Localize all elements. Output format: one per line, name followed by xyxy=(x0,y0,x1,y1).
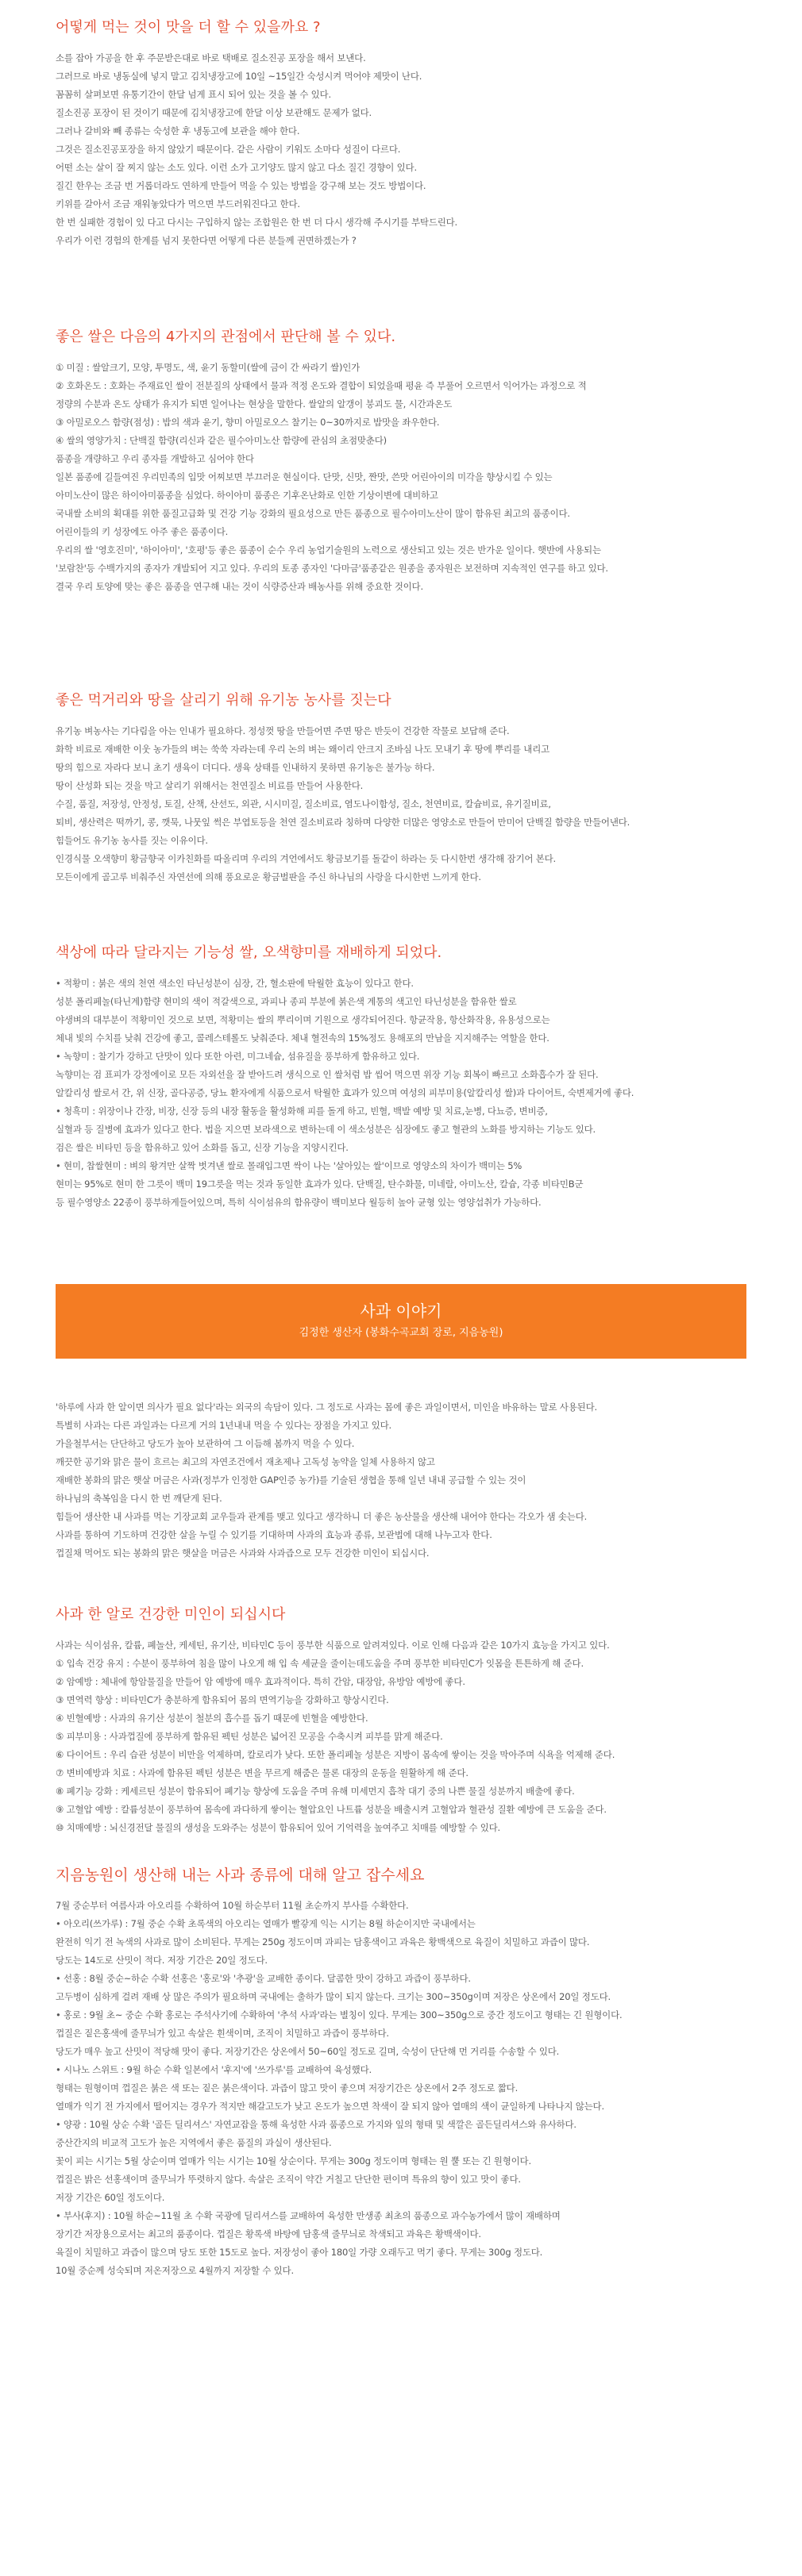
text-line: • 시나노 스위트 : 9월 하순 수확 일본에서 '후지'에 '쓰가루'를 교배하여 육성했다. xyxy=(56,2064,372,2075)
text-line: 껍질채 먹어도 되는 봉화의 맑은 햇살을 머금은 사과와 사과즙으로 모두 건강한 미인이 되십시다. xyxy=(56,1548,430,1559)
text-line: 깨끗한 공기와 맑은 물이 흐르는 최고의 자연조건에서 재초제나 고독성 농약을 일체 사용하지 않고 xyxy=(56,1456,435,1467)
section-organic-farming xyxy=(56,690,746,886)
text-line: 완전히 익기 전 녹색의 사과로 많이 소비된다. 무게는 250g 정도이며 과피는 담홍색이고 과육은 황백색으로 육질이 치밀하고 과즙이 많다. xyxy=(56,1936,590,1947)
text-line: 모든이에게 골고루 비춰주신 자연선에 의해 풍요로운 황금벌판을 주신 하나님의 사랑을 다시한번 느끼게 한다. xyxy=(56,871,481,882)
text-line: 형태는 원형이며 껍질은 붉은 색 또는 짙은 붉은색이다. 과즙이 많고 맛이 좋으며 저장기간은 상온에서 2주 정도로 짧다. xyxy=(56,2082,519,2093)
text-line: ⑥ 다이어트 : 우리 습관 성분이 비만을 억제하며, 칼로리가 낮다. 또한 폴리페놀 성분은 지방이 몸속에 쌓이는 것을 막아주며 식욕을 억제해 준다. xyxy=(56,1749,615,1760)
text-line: 야생벼의 대부분이 적황미인 것으로 보면, 적황미는 쌀의 뿌리이며 기원으로 생각되어진다. 항균작용, 항산화작용, 유용성으로는 xyxy=(56,1014,550,1025)
text-line: 땅이 산성화 되는 것을 막고 살리기 위해서는 천연질소 비료를 만들어 사용한다. xyxy=(56,780,364,791)
text-line: '보람찬'등 수백가지의 종자가 개발되어 지고 있다. 우리의 토종 종자인 '다마금'품종같은 원종을 종자원은 보전하며 지속적인 연구를 하고 있다. xyxy=(56,563,608,574)
text-line: 성분 폴리페놀(타닌계)함량 현미의 색이 적갈색으로, 과피나 종피 부분에 붉은색 계통의 색고인 타닌성분을 함유한 쌀로 xyxy=(56,996,517,1007)
text-line: 키위를 갈아서 조금 재워놓았다가 먹으면 부드러워진다고 한다. xyxy=(56,198,300,210)
text-line: 질긴 한우는 조금 번 거롭더라도 연하게 만들어 먹을 수 있는 방법을 강구해 보는 것도 방법이다. xyxy=(56,180,426,191)
section-body xyxy=(56,975,746,1212)
text-line: • 녹향미 : 찰기가 강하고 단맛이 있다 또한 아련, 미그네슘, 섬유질을 풍부하게 함유하고 있다. xyxy=(56,1051,420,1062)
text-line: 재배한 봉화의 맑은 햇살 머금은 사과(정부가 인정한 GAP인증 농가)를 기술된 생협을 통해 일년 내내 공급할 수 있는 것이 xyxy=(56,1474,526,1486)
text-line: 그러나 갈비와 빼 종류는 숙성한 후 냉동고에 보관을 해야 한다. xyxy=(56,125,300,136)
text-line: 검은 쌀은 비타민 등을 함유하고 있어 소화를 돕고, 신장 기능을 지양시킨다. xyxy=(56,1142,349,1153)
text-line: ④ 빈혈예방 : 사과의 유기산 성분이 철분의 흡수를 돕기 때문에 빈혈을 예방한다. xyxy=(56,1713,368,1724)
text-line: • 현미, 찹쌀현미 : 벼의 왕겨만 살짝 벗겨낸 쌀로 몰래입그면 싹이 나는 '살아있는 쌀'이므로 영양소의 차이가 백미는 5% xyxy=(56,1160,522,1171)
text-line: 질소진공 포장이 된 것이기 때문에 김치냉장고에 한달 이상 보관해도 문제가 없다. xyxy=(56,107,372,118)
text-line: 유기농 벼농사는 기다림을 아는 인내가 필요하다. 정성껏 땅을 만들어면 주면 땅은 반듯이 건강한 작물로 보답해 준다. xyxy=(56,725,510,736)
text-line: 육질이 치밀하고 과즙이 많으며 당도 또한 15도로 높다. 저장성이 좋아 180일 가량 오래두고 먹기 좋다. 무게는 300g 정도다. xyxy=(56,2247,543,2258)
text-line: ① 미질 : 쌀알크기, 모양, 투명도, 색, 윤기 동할미(쌀에 금이 간 싸라기 쌀)인가 xyxy=(56,362,361,373)
text-line: ② 암예방 : 체내에 항암물질을 만들어 암 예방에 매우 효과적이다. 특히 간암, 대장암, 유방암 예방에 좋다. xyxy=(56,1676,465,1687)
text-line: ⑨ 고혈압 예방 : 칼륨성분이 풍부하여 몸속에 과다하게 쌓이는 혈압요인 나트륨 성분을 배출시켜 고혈압과 혈관성 질환 예방에 큰 도움을 준다. xyxy=(56,1804,607,1815)
text-line: 꽃이 피는 시기는 5월 상순이며 열매가 익는 시기는 10월 상순이다. 무게는 300g 정도이며 형태는 원 뿔 또는 긴 원형이다. xyxy=(56,2155,531,2167)
section-body xyxy=(56,359,746,596)
section-good-rice xyxy=(56,327,746,596)
text-line: 품종을 개량하고 우리 종자를 개발하고 심어야 한다 xyxy=(56,453,254,464)
section-body xyxy=(56,1897,746,2280)
text-line: 하나님의 축복임을 다시 한 번 깨닫게 된다. xyxy=(56,1493,222,1504)
apple-story-banner xyxy=(56,1284,746,1359)
text-line: • 청흑미 : 위장이나 간장, 비장, 신장 등의 내장 활동을 활성화해 피를 돌게 하고, 빈혈, 백발 예방 및 치료,눈병, 다뇨증, 변비증, xyxy=(56,1105,548,1117)
text-line: 우리가 이런 경험의 한계를 넘지 못한다면 어떻게 다른 분들께 권면하겠는가 ? xyxy=(56,235,357,246)
text-line: 열매가 익기 전 가지에서 떨어지는 경우가 적지만 해갈고도가 낮고 온도가 높으면 착색이 잘 되지 않아 열매의 색이 균일하게 나타나지 않는다. xyxy=(56,2101,604,2112)
text-line: 우리의 쌀 '영호진미', '하이아미', '호평'등 좋은 품종이 순수 우리 농업기술원의 노력으로 생산되고 있는 것은 반가운 일이다. 햇반에 사용되는 xyxy=(56,544,601,556)
text-line: 꼼꼼히 살펴보면 유통기간이 한달 넘게 표시 되어 있는 것을 볼 수 있다. xyxy=(56,89,331,100)
text-line: ③ 면역력 향상 : 비타민C가 충분하게 함유되어 몸의 면역기능을 강화하고 향상시킨다. xyxy=(56,1694,389,1705)
text-line: 현미는 95%로 현미 한 그릇이 백미 19그릇을 먹는 것과 동일한 효과가 있다. 단백질, 탄수화물, 미네랄, 아미노산, 칼슘, 각종 비타민B군 xyxy=(56,1178,584,1190)
text-line: 껍질은 밝은 선홍색이며 줄무늬가 뚜렷하지 않다. 속살은 조직이 약간 거칠고 단단한 편이며 특유의 향이 있고 맛이 좋다. xyxy=(56,2174,521,2185)
text-line: 어떤 소는 살이 잘 찌지 않는 소도 있다. 이런 소가 고기양도 많지 않고 다소 질긴 경향이 있다. xyxy=(56,162,417,173)
text-line: 가을철부서는 단단하고 당도가 높아 보관하여 그 이듬해 봄까지 먹을 수 있다. xyxy=(56,1438,355,1449)
text-line: 당도가 매우 높고 산밋이 적당해 맛이 좋다. 저장기간은 상온에서 50~60일 정도로 길며, 숙성이 단단해 먼 거리를 수송할 수 있다. xyxy=(56,2046,560,2057)
text-line: 등 필수영양소 22종이 풍부하게들어있으며, 특히 식이섬유의 함유량이 백미보다 월등히 높아 균형 있는 영양섭취가 가능하다. xyxy=(56,1197,542,1208)
text-line: 7월 중순부터 여름사과 아오리를 수확하여 10월 하순부터 11월 초순까지 부사를 수확한다. xyxy=(56,1900,409,1911)
text-line: 결국 우리 토양에 맞는 좋은 품종을 연구해 내는 것이 식량증산과 배농사를 위해 중요한 것이다. xyxy=(56,581,423,592)
text-line: ⑧ 폐기능 강화 : 케세르틴 성분이 함유되어 폐기능 향상에 도움을 주며 유해 미세먼지 흡착 대기 중의 나쁜 물질 성분까지 배출에 좋다. xyxy=(56,1786,575,1797)
text-line: 일본 품종에 길들여진 우리민족의 입맛 어찌보면 부끄러운 현실이다. 단맛, 신맛, 짠맛, 쓴맛 어린아이의 미각을 향상시킬 수 있는 xyxy=(56,471,553,483)
text-line: • 아오리(쓰가루) : 7월 중순 수확 초록색의 아오리는 열매가 빨갛게 익는 시기는 8월 하순이지만 국내에서는 xyxy=(56,1918,476,1929)
section-five-color-rice xyxy=(56,943,746,1212)
text-line: ④ 쌀의 영양가치 : 단백질 함량(리신과 같은 필수아미노산 함량에 관심의 초점맞춘다) xyxy=(56,435,387,446)
text-line: ⑦ 변비예방과 치료 : 사과에 함유된 펙틴 성분은 변을 무르게 해줌은 물론 대장의 운동을 원활하게 해 준다. xyxy=(56,1767,468,1778)
text-line: • 양광 : 10월 상순 수확 '골든 딜리셔스' 자연교잡을 통해 육성한 사과 품종으로 가지와 잎의 형태 및 색깔은 골든딜리셔스와 유사하다. xyxy=(56,2119,576,2130)
text-line: • 홍로 : 9월 초~ 중순 수확 홍로는 주석사기에 수확하여 '추석 사과'라는 별칭이 있다. 무게는 300~350g으로 중간 정도이고 형태는 긴 원형이다. xyxy=(56,2009,623,2020)
text-line: 힘들어도 유기농 농사를 짓는 이유이다. xyxy=(56,835,208,846)
text-line: 실혈과 등 질병에 효과가 있다고 한다. 법을 지으면 보라색으로 변하는데 이 색소성분은 심장에도 좋고 혈관의 노화를 방지하는 기능도 있다. xyxy=(56,1124,596,1135)
text-line: '하루에 사과 한 알이면 의사가 필요 없다'라는 외국의 속담이 있다. 그 정도로 사과는 몸에 좋은 과일이면서, 미인을 바유하는 말로 사용된다. xyxy=(56,1401,597,1413)
text-line: 장기간 저장용으로서는 최고의 품종이다. 껍질은 황록색 바탕에 담홍색 줄무늬로 착색되고 과육은 황백색이다. xyxy=(56,2228,481,2240)
text-line: 화학 비료로 재배한 이웃 농가들의 벼는 쑥쑥 자라는데 우리 논의 벼는 왜이리 안크지 조바심 나도 모내기 후 땅에 뿌리를 내리고 xyxy=(56,744,550,755)
text-line: ① 입속 건강 유지 : 수분이 풍부하여 침을 많이 나오게 해 입 속 세균을 줄이는데도움을 주며 풍부한 비타민C가 잇몸을 튼튼하게 해 준다. xyxy=(56,1658,584,1669)
section-apple-varieties xyxy=(56,1865,746,2280)
text-line: 녹향미는 검 표피가 강정에이로 모든 자외선을 잘 받아드려 생식으로 인 쌀처럼 밥 씹어 먹으면 위장 기능 회복이 빠르고 소화흡수가 잘 된다. xyxy=(56,1069,599,1080)
text-line: 껍질은 짙은홍색에 줄무늬가 있고 속살은 흰색이며, 조직이 치밀하고 과즙이 풍부하다. xyxy=(56,2028,389,2039)
section-title: 지음농원이 생산해 내는 사과 종류에 대해 알고 잡수세요 xyxy=(56,1867,425,1884)
text-line: 저장 기간은 60일 정도이다. xyxy=(56,2192,165,2203)
section-title: 좋은 먹거리와 땅을 살리기 위해 유기농 농사를 짓는다 xyxy=(56,692,391,709)
text-line: ⑤ 피부미용 : 사과껍질에 풍부하게 함유된 펙틴 성분은 넓어진 모공을 수축시켜 피부를 맑게 해준다. xyxy=(56,1731,443,1742)
text-line: • 적황미 : 붉은 색의 천연 색소인 타닌성분이 심장, 간, 혈소판에 탁월한 효능이 있다고 한다. xyxy=(56,978,414,989)
section-title: 사과 한 알로 건강한 미인이 되십시다 xyxy=(56,1606,286,1623)
text-line: ⑩ 치매예방 : 뇌신경전달 물질의 생성을 도와주는 성분이 함유되어 있어 기억력을 높여주고 치매를 예방할 수 있다. xyxy=(56,1822,500,1833)
text-line: 소를 잡아 가공을 한 후 주문받은대로 바로 택배로 질소진공 포장을 해서 보낸다. xyxy=(56,52,366,63)
text-line: 인경식물 오색향미 황금향국 이카친화를 따올리며 우리의 겨언에서도 황금보기를 돌같이 하라는 듯 다시한번 생각해 잠기어 본다. xyxy=(56,853,557,864)
text-line: 정량의 수분과 온도 상태가 유지가 되면 일어나는 현상을 말한다. 쌀알의 알갱이 붕괴도 물, 시간과온도 xyxy=(56,398,453,409)
section-title: 좋은 쌀은 다음의 4가지의 관점에서 판단해 볼 수 있다. xyxy=(56,329,396,345)
section-apple-benefits xyxy=(56,1605,746,1837)
text-line: • 부사(후지) : 10월 하순~11월 초 수확 국광에 딜리셔스를 교배하여 육성한 만생종 최초의 품종으로 과수농가에서 많이 재배하며 xyxy=(56,2210,561,2221)
section-title: 색상에 따라 달라지는 기능성 쌀, 오색향미를 재배하게 되었다. xyxy=(56,944,442,961)
text-line: 알칼리성 쌀로서 간, 위 신장, 골다공증, 당뇨 환자에게 식품으로서 탁월한 효과가 있으며 여성의 피부미용(알칼리성 쌀)과 다이어트, 숙변제거에 좋다. xyxy=(56,1087,634,1098)
text-line: 사과를 통하여 기도하며 건강한 살을 누릴 수 있기를 기대하며 사과의 효능과 종류, 보관법에 대해 나누고자 한다. xyxy=(56,1529,492,1540)
text-line: 한 번 실패한 경험이 있 다고 다시는 구입하지 않는 조합원은 한 번 더 다시 생각해 주시기를 부탁드린다. xyxy=(56,217,458,228)
text-line: 아미노산이 많은 하이아미품종을 심었다. 하이아미 품종은 기후온난화로 인한 기상이변에 대비하고 xyxy=(56,490,438,501)
text-line: 체내 빛의 수치를 낮춰 건강에 좋고, 콜레스테롤도 낮춰준다. 체내 혈전속의 15%정도 용해포의 만남을 지지해주는 역할을 한다. xyxy=(56,1032,549,1044)
text-line: 특별히 사과는 다른 과일과는 다르게 거의 1년내내 먹을 수 있다는 장점을 가지고 있다. xyxy=(56,1420,391,1431)
text-line: 그러므로 바로 냉동실에 넣지 말고 김치냉장고에 10일 ~15일간 숙성시켜 먹어야 제맛이 난다. xyxy=(56,71,422,82)
text-line: 힘들어 생산한 내 사과를 먹는 기장교회 교우들과 관계를 맺고 있다고 생각하니 더 좋은 농산물을 생산해 내어야 한다는 각오가 샘 솟는다. xyxy=(56,1511,588,1522)
text-line: • 선홍 : 8월 중순~하순 수확 선홍은 '홍로'와 '추광'을 교배한 종이다. 달콤한 맛이 강하고 과즙이 풍부하다. xyxy=(56,1973,471,1984)
text-line: 어린이들의 키 성장에도 아주 좋은 품종이다. xyxy=(56,526,229,537)
section-meat-storage xyxy=(56,17,746,250)
banner-title: 사과 이야기 xyxy=(360,1301,442,1321)
text-line: 퇴비, 생산력은 떡까기, 콩, 깻묵, 나뭇잎 썩은 부엽토등을 천연 질소비료라 칭하며 다양한 더많은 영양소로 만들어 만미어 단백질 함량을 만들어낸다. xyxy=(56,817,630,828)
section-body xyxy=(56,1398,746,1563)
text-line: 당도는 14도로 산밋이 적다. 저장 기간은 20일 정도다. xyxy=(56,1955,268,1966)
text-line: ② 호화온도 : 호화는 주재료인 쌀이 전분질의 상태에서 물과 적정 온도와 결합이 되었을때 평윤 즉 부풀어 오르면서 익어가는 과정으로 적 xyxy=(56,380,587,391)
text-line: 땅의 힘으로 자라다 보니 초기 생육이 더디다. 생육 상태를 인내하지 못하면 유기농은 불가능 하다. xyxy=(56,762,435,773)
text-line: 10월 중순께 성숙되며 저온저장으로 4월까지 저장할 수 있다. xyxy=(56,2265,294,2276)
text-line: 국내쌀 소비의 획대를 위한 품질고급화 및 건강 기능 강화의 필요성으로 만든 품종으로 필수아미노산이 많이 함유된 최고의 품종이다. xyxy=(56,508,570,519)
text-line: 사과는 식이섬유, 칼륨, 폐놀산, 케세틴, 유기산, 비타민C 등이 풍부한 식품으로 알려져있다. 이로 인해 다음과 같은 10가지 효능을 가지고 있다. xyxy=(56,1640,610,1651)
text-line: 중산간지의 비교적 고도가 높은 지역에서 좋은 품질의 과실이 생산된다. xyxy=(56,2137,332,2148)
text-line: 고두병이 심하게 걸려 재배 상 많은 주의가 필요하며 국내에는 출하가 많이 되지 않는다. 크기는 300~350g이며 저장은 상온에서 20일 정도다. xyxy=(56,1991,611,2002)
section-body xyxy=(56,1636,746,1837)
section-body xyxy=(56,722,746,886)
text-line: 그것은 질소진공포장을 하지 않았기 때문이다. 같은 사람이 키워도 소마다 성질이 다르다. xyxy=(56,144,401,155)
text-line: ③ 아밀로오스 함량(점성) : 밥의 색과 윤기, 향미 아밀로오스 찰기는 0~30까지로 밥맛을 좌우한다. xyxy=(56,417,440,428)
section-title: 어떻게 먹는 것이 맛을 더 할 수 있을까요 ? xyxy=(56,19,321,36)
banner-subtitle: 김정한 생산자 (봉화수곡교회 장로, 지음농원) xyxy=(299,1327,503,1339)
section-apple-intro xyxy=(56,1398,746,1563)
text-line: 수질, 품질, 저장성, 안정성, 토질, 산책, 산선도, 외관, 시시미질, 질소비료, 염도나이함성, 질소, 천연비료, 칼슘비료, 유기질비료, xyxy=(56,798,551,809)
section-body xyxy=(56,49,746,250)
